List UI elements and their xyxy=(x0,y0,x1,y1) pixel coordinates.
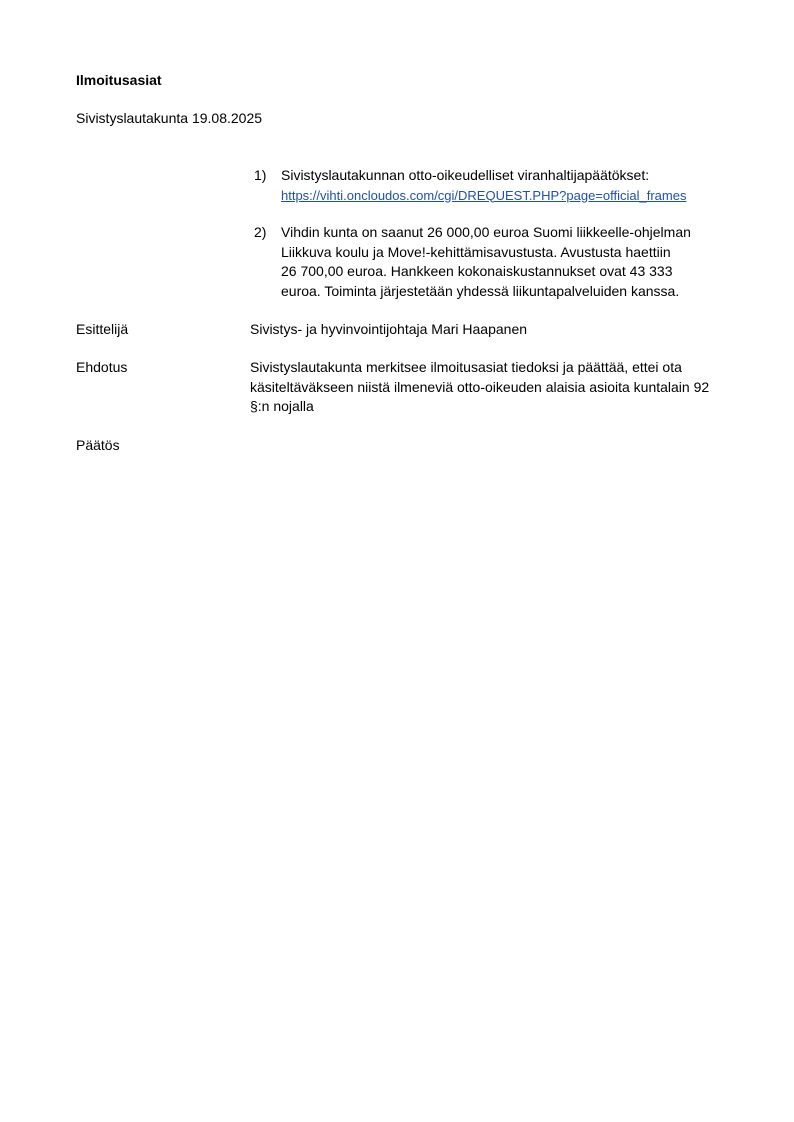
presenter-label: Esittelijä xyxy=(76,321,129,337)
item-text-line: 26 700,00 euroa. Hankkeen kokonaiskustannukset ovat 43 333 xyxy=(281,263,673,279)
notification-items-list xyxy=(250,166,750,301)
decision-label: Päätös xyxy=(76,437,120,453)
official-decisions-link[interactable]: https://vihti.oncloudos.com/cgi/DREQUEST.PHP?page=official_frames xyxy=(281,187,687,203)
item-number: 2) xyxy=(254,224,267,240)
presenter-value: Sivistys- ja hyvinvointijohtaja Mari Haapanen xyxy=(250,321,528,337)
notification-item-1 xyxy=(250,166,750,205)
document-heading: Ilmoitusasiat xyxy=(76,72,162,88)
item-text-line: euroa. Toiminta järjestetään yhdessä liikuntapalveluiden kanssa. xyxy=(281,282,680,299)
proposal-text-line: Sivistyslautakunta merkitsee ilmoitusasiat tiedoksi ja päättää, ettei ota xyxy=(250,359,682,375)
item-text-line: Vihdin kunta on saanut 26 000,00 euroa Suomi liikkeelle-ohjelman xyxy=(281,224,691,240)
item-text-line: Liikkuva koulu ja Move!-kehittämisavustusta. Avustusta haettiin xyxy=(281,243,671,260)
meeting-title: Sivistyslautakunta 19.08.2025 xyxy=(76,110,263,126)
item-number: 1) xyxy=(254,167,267,183)
proposal-text-line: käsiteltäväkseen niistä ilmeneviä otto-oikeuden alaisia asioita kuntalain 92 xyxy=(250,378,710,395)
proposal-text-line: §:n nojalla xyxy=(250,398,314,414)
proposal-label: Ehdotus xyxy=(76,359,128,375)
notification-item-2 xyxy=(250,223,750,301)
proposal-text xyxy=(250,358,750,417)
item-text-line: Sivistyslautakunnan otto-oikeudelliset viranhaltijapäätökset: xyxy=(281,167,650,183)
